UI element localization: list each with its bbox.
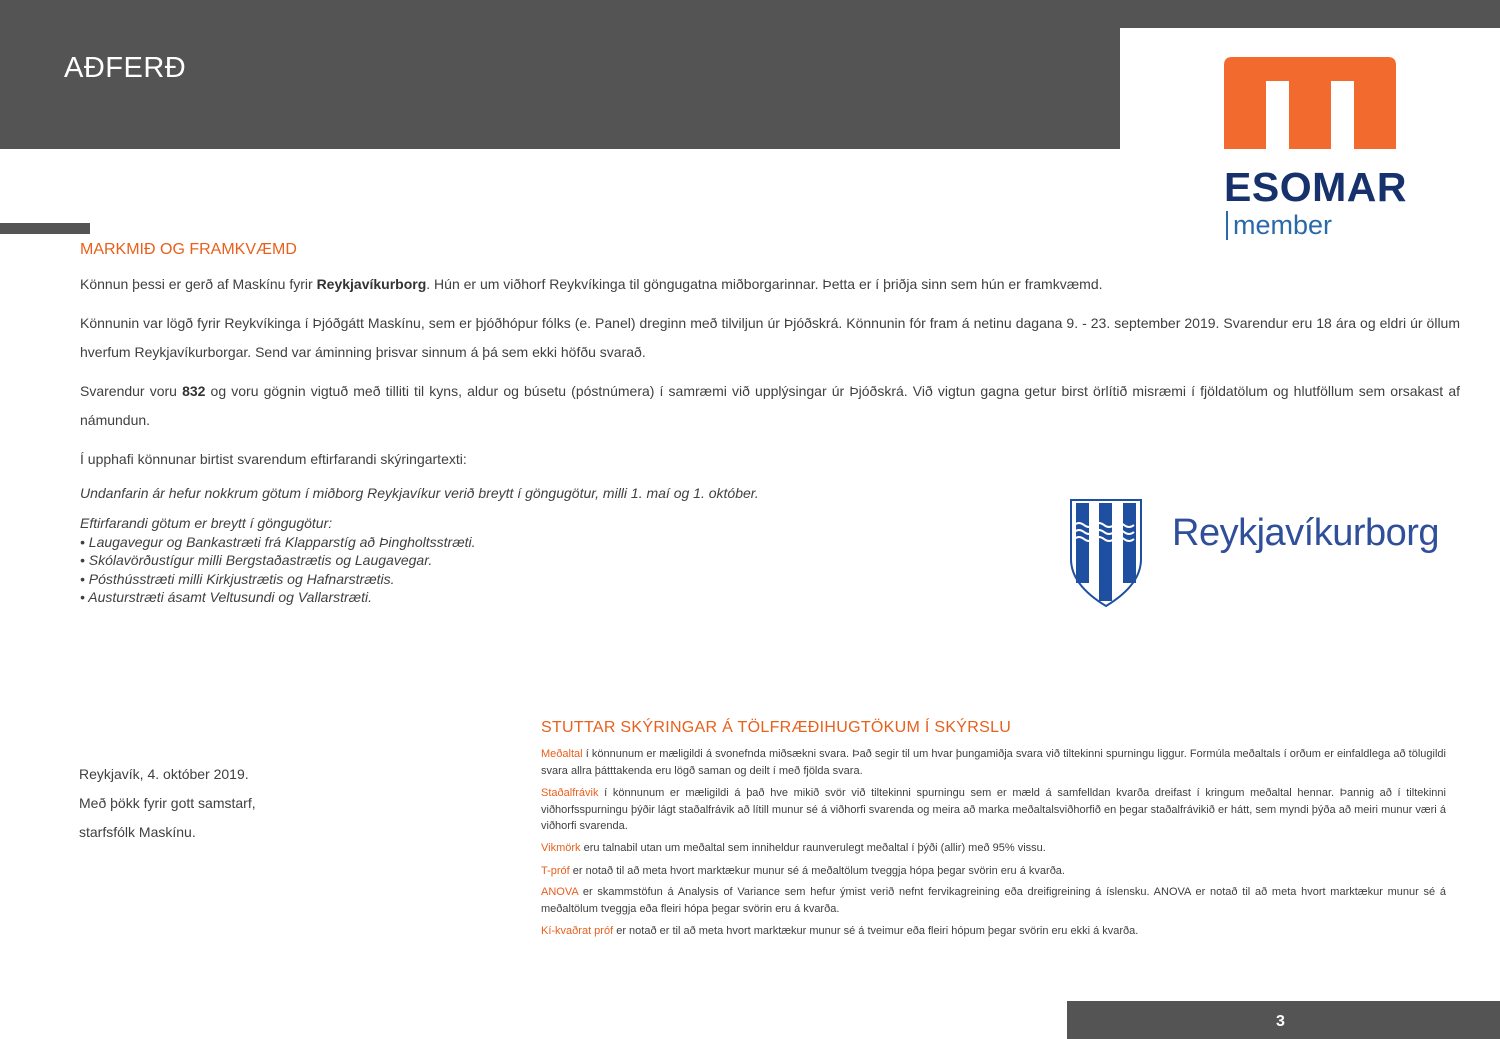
respondent-count: 832 xyxy=(182,383,206,399)
paragraph-3-text-b: og voru gögnin vigtuð með tilliti til kyns, aldur og búsetu (póstnúmera) í samræmi við upplýsingar úr Þjóðskrá. Við vigtun gagna getur birst örlítið misræmi í fjöldatölum og hlutföllum sem orsakast af námundun. xyxy=(80,383,1460,428)
paragraph-1-text-a: Könnun þessi er gerð af Maskínu fyrir xyxy=(80,276,317,292)
stat-text: í könnunum er mæligildi á það hve mikið svör við tiltekinni spurningu sem er mæld á samfelldan kvarða dreifast í kringum meðaltal hennar. Þannig að í tiltekinni viðhorfsspurningu þýðir lágt staðalfrávik að lítill munur sé á viðhorfi svarenda og meira að marka meðaltalsviðhorfið en þegar staðalfrávikið er hátt, sem myndi þýða að meiri munur væri á viðhorfi svarenda. xyxy=(541,787,1446,832)
stat-term: Staðalfrávik xyxy=(541,787,599,799)
client-name: Reykjavíkurborg xyxy=(316,276,427,292)
list-item: • Pósthússtræti milli Kirkjustrætis og Hafnarstrætis. xyxy=(80,570,395,587)
list-item: • Laugavegur og Bankastræti frá Klapparstíg að Þingholtsstræti. xyxy=(80,533,476,550)
stat-term: Meðaltal xyxy=(541,748,583,760)
stat-definition-anova xyxy=(541,884,1446,917)
stat-term: ANOVA xyxy=(541,886,579,898)
esomar-logo xyxy=(1120,28,1500,253)
list-item: • Skólavörðustígur milli Bergstaðastrætis og Laugavegar. xyxy=(80,552,433,568)
list-item: • Austurstræti ásamt Veltusundi og Vallarstræti. xyxy=(80,589,373,605)
closing-signature xyxy=(79,760,256,847)
paragraph-1 xyxy=(80,270,1460,299)
stat-text: er notað er til að meta hvort marktækur munur sé á tveimur eða fleiri hópum þegar svörin eru ekki á kvarða. xyxy=(613,925,1139,937)
closing-date: Reykjavík, 4. október 2019. xyxy=(79,766,249,782)
stat-term: T-próf xyxy=(541,865,570,877)
stats-heading: STUTTAR SKÝRINGAR Á TÖLFRÆÐIHUGTÖKUM Í SKÝRSLU xyxy=(541,719,1012,736)
esomar-wordmark: ESOMAR xyxy=(1224,164,1407,210)
intro-italic-text: Undanfarin ár hefur nokkrum götum í miðborg Reykjavíkur verið breytt í göngugötur, milli 1. maí og 1. október. xyxy=(80,485,759,501)
stat-definition-chisquare xyxy=(541,923,1446,940)
reykjavik-shield-icon xyxy=(1070,499,1142,607)
stat-definition-mean xyxy=(541,746,1446,779)
paragraph-3 xyxy=(80,377,1460,435)
street-list-title: Eftirfarandi götum er breytt í göngugötur: xyxy=(80,515,333,531)
reykjavik-wordmark: Reykjavíkurborg xyxy=(1172,512,1440,554)
stat-term: Vikmörk xyxy=(541,842,581,854)
stat-definition-ttest xyxy=(541,863,1446,880)
closing-signoff: starfsfólk Maskínu. xyxy=(79,824,196,840)
stat-text: eru talnabil utan um meðaltal sem inniheldur raunverulegt meðaltal í þýði (allir) með 95% vissu. xyxy=(580,842,1046,854)
stat-text: er notað til að meta hvort marktækur munur sé á meðaltölum tveggja hópa þegar svörin eru á kvarða. xyxy=(569,865,1065,877)
stat-definition-stdev xyxy=(541,785,1446,835)
accent-line xyxy=(0,223,90,234)
paragraph-3-text-a: Svarendur voru xyxy=(80,383,183,399)
stat-term: Kí-kvaðrat próf xyxy=(541,925,614,937)
street-list xyxy=(80,514,780,607)
esomar-mark-icon xyxy=(1224,57,1396,149)
stat-text: er skammstöfun á Analysis of Variance sem hefur ýmist verið nefnt fervikagreining eða dreifigreining á íslensku. ANOVA er notað til að meta hvort marktækur munur sé á meðaltölum tveggja eða fleiri hópa þegar svörin eru á kvarða. xyxy=(541,886,1446,915)
closing-thanks: Með þökk fyrir gott samstarf, xyxy=(79,795,256,811)
paragraph-4: Í upphafi könnunar birtist svarendum eftirfarandi skýringartexti: xyxy=(80,451,467,467)
esomar-member-label: member xyxy=(1226,211,1332,240)
section-heading: MARKMIÐ OG FRAMKVÆMD xyxy=(80,241,297,258)
page-number: 3 xyxy=(1276,1013,1285,1030)
paragraph-1-text-b: . Hún er um viðhorf Reykvíkinga til göngugatna miðborgarinnar. Þetta er í þriðja sinn sem hún er framkvæmd. xyxy=(426,276,1103,292)
stat-definition-margin xyxy=(541,840,1446,857)
stat-text: í könnunum er mæligildi á svonefnda miðsækni svara. Það segir til um hvar þungamiðja svara við tiltekinni spurningu liggur. Formúla meðaltals í orðum er einfaldlega að tölugildi svara allra þátttakenda eru lögð saman og deilt í með fjölda svara. xyxy=(541,748,1446,777)
page-title: AÐFERÐ xyxy=(64,52,187,84)
paragraph-2: Könnunin var lögð fyrir Reykvíkinga í Þjóðgátt Maskínu, sem er þjóðhópur fólks (e. Panel) dreginn með tilviljun úr Þjóðskrá. Könnunin fór fram á netinu dagana 9. - 23. september 2019. Svarendur eru 18 ára og eldri úr öllum hverfum Reykjavíkurborgar. Send var áminning þrisvar sinnum á þá sem ekki höfðu svarað. xyxy=(80,315,1460,360)
